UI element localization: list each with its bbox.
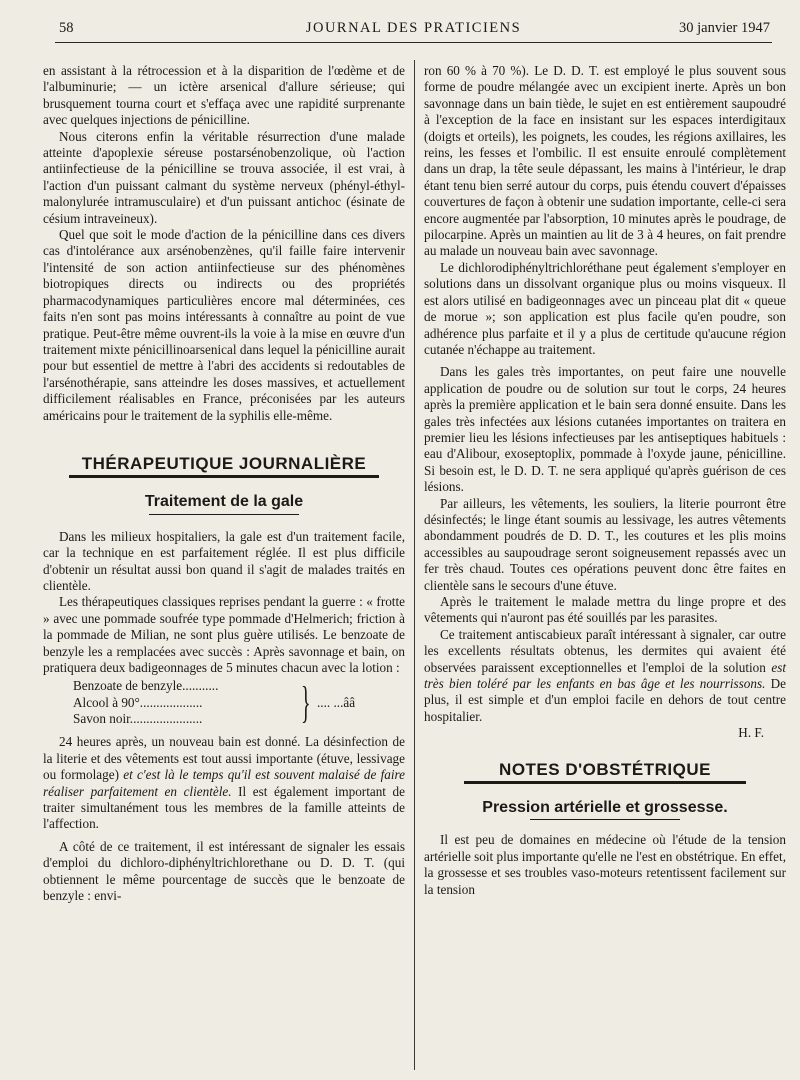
paragraph: [424, 627, 786, 725]
paragraph-text: 24 heures après, un nouveau bain est donné. La désinfection de la literie et des vêtements est tout aussi importante (étuve, lessivage ou formolage): [43, 734, 405, 783]
formula-ingredient: Alcool à 90°...................: [73, 694, 203, 710]
paragraph: Nous citerons enfin la véritable résurrection d'une malade atteinte d'apoplexie séreuse postarsénobenzolique, où l'action antiinfectieuse de la pénicilline se trouva associée, il est vrai, à l'action d'un puissant calmant du système nerveux (phényl-éthyl-malonylurée intramusculaire) et d'un puissant antichoc (ésinate de césium intraveineux).: [43, 128, 405, 226]
paragraph: A côté de ce traitement, il est intéressant de signaler les essais d'emploi du dichloro-diphényltrichlorethane ou D. D. T. (qui obtiennent le même pourcentage de succès que le benzoate de benzyle : envi-: [43, 838, 405, 904]
paragraph: [43, 734, 405, 832]
paragraph-text: Il est également important de traiter simultanément tous les membres de la famille atteints de l'affection.: [43, 783, 405, 832]
formula-quantity: .... ...ââ: [317, 695, 356, 711]
paragraph-text: De plus, il est simple et d'un emploi facile en dehors de tout centre hospitalier.: [424, 676, 786, 724]
paragraph: Quel que soit le mode d'action de la pénicilline dans ces divers cas d'intolérance aux arsénobenzènes, qu'il faille faire intervenir l'intensité de son action antiinfectieuse sur des phénomènes biotropiques directs ou indirects ou des propriétés pharmacodynamiques particulières encore mal déterminées, ces faits n'en sont pas moins intéressants à connaître au point de vue pratique. Peut-être même ouvrent-ils la voie à la mise en œuvre d'un traitement mixte pénicillinoarsenical dans lequel la pénicilline aurait pour but essentiel de mettre à l'abri des accidents si redoutables de l'arsénothérapie, sans atteindre les doses massives, et actuellement difficilement réalisables en France, préconisées par les auteurs américains pour le traitement de la syphilis elle-même.: [43, 227, 405, 423]
page-header: [55, 18, 772, 43]
paragraph: Après le traitement le malade mettra du linge propre et des vêtements qui n'auront pas été souillés par les parasites.: [424, 594, 786, 626]
formula-ingredient: Savon noir......................: [73, 711, 203, 727]
right-column: [424, 63, 786, 898]
paragraph: ron 60 % à 70 %). Le D. D. T. est employé le plus souvent sous forme de poudre mélangée avec un excipient inerte. Après un bon savonnage dans un bain tiède, le sujet en est entièrement saupoudré à l'exception de la face en insistant sur les espaces interdigitaux (doigts et orteils), les poignets, les coudes, les régions axillaires, les reins, les fesses et l'ombilic. Il est ensuite enroulé complètement dans un drap, la tête seule dépassant, les mains à l'intérieur, le drap étant tenu bien serré autour du corps, puis étendu couvert d'épaisses couvertures de façon à obtenir une sudation importante, celle-ci sera encore augmentée par l'absorption, 10 minutes après le poudrage, de pilocarpine. Après un maintien au lit de 3 à 4 heures, on fait prendre au malade un nouveau bain avec savonnage.: [424, 63, 786, 259]
paragraph: Par ailleurs, les vêtements, les souliers, la literie pourront être désinfectés; le linge étant soumis au lessivage, les autres vêtements abondamment poudrés de D. D. T., les coutures et les plis moins accessibles au saupoudrage seront soigneusement repassés avec un fer très chaud. Toutes ces opérations peuvent donc être faites en clientèle sans le secours d'une étuve.: [424, 495, 786, 593]
paragraph: Les thérapeutiques classiques reprises pendant la guerre : « frotte » avec une pommade soufrée type pommade d'Helmerich; friction à la pommade de Milian, ne sont plus guère utilisés. Le benzoate de benzyle les a remplacées avec succès : Après savonnage et bain, on pratiquera deux badigeonnages de 5 minutes chacun avec la lotion :: [43, 594, 405, 675]
italic-text: est très bien toléré par les enfants en bas âge et les nourrissons.: [424, 659, 786, 692]
issue-date: 30 janvier 1947: [678, 20, 770, 36]
paragraph: en assistant à la rétrocession et à la disparition de l'œdème et de l'albuminurie; — un ictère arsenical d'allure sérieuse; qui brusquement tourna court et s'effaça avec une rapidité surprenante avec quelques injections de pénicilline.: [43, 63, 405, 128]
paragraph: Dans les gales très importantes, on peut faire une nouvelle application de poudre ou de solution sur tout le corps, 24 heures après la première application et le bain sera donné ensuite. Dans les gales très infectées aux lésions cutanées importantes on traitera en premier lieu les lésions infectieuses par les antiseptiques habituels : eau d'Alibour, exoseptoplix, pommade à l'oxyde jaune, pénicilline. Si besoin est, le D. D. T. ne sera appliqué qu'après guérison de ces lésions.: [424, 364, 786, 495]
journal-title: JOURNAL DES PRATICIENS: [305, 20, 522, 36]
brace-glyph: }: [301, 678, 311, 728]
author-signature: H. F.: [738, 725, 764, 741]
paragraph: Il est peu de domaines en médecine où l'étude de la tension artérielle soit plus importante qu'elle ne l'est en obstétrique. En effet, la grossesse et ses troubles vaso-moteurs retentissent facilement sur la tension: [424, 832, 786, 897]
paragraph: Le dichlorodiphényltrichloréthane peut également s'employer en solutions dans un dissolvant organique plus ou moins visqueux. Il est alors utilisé en badigeonnages avec un pinceau plat dit « queue de morue »; son application est plus facile qu'en poudre, son adhérence plus parfaite et il y a plus de certitude qu'aucune région cutanée n'échappe au traitement.: [424, 259, 786, 357]
article-title: Traitement de la gale: [144, 493, 304, 511]
article-title: Pression artérielle et grossesse.: [482, 799, 728, 817]
column-divider: [414, 60, 415, 1070]
section-title: THÉRAPEUTIQUE JOURNALIÈRE: [81, 453, 367, 473]
paragraph-text: Ce traitement antiscabieux paraît intéressant à signaler, car outre les excellents résultats obtenus, les dermites qui avaient été observées paraissent exceptionnelles et l'emploi de la solution: [424, 626, 786, 675]
formula-ingredient: Benzoate de benzyle...........: [73, 678, 219, 694]
lotion-formula: [73, 678, 405, 730]
left-column: [43, 63, 405, 904]
page-number: 58: [59, 20, 74, 36]
paragraph: Dans les milieux hospitaliers, la gale est d'un traitement facile, car la technique en est parfaitement réglée. Il est plus difficile d'obtenir un résultat aussi bon quand il s'agit de malades traités en clientèle.: [43, 528, 405, 593]
italic-text: et c'est là le temps qu'il est souvent malaisé de faire réaliser parfaitement en clientèle.: [43, 767, 405, 799]
section-title: NOTES D'OBSTÉTRIQUE: [499, 759, 711, 779]
